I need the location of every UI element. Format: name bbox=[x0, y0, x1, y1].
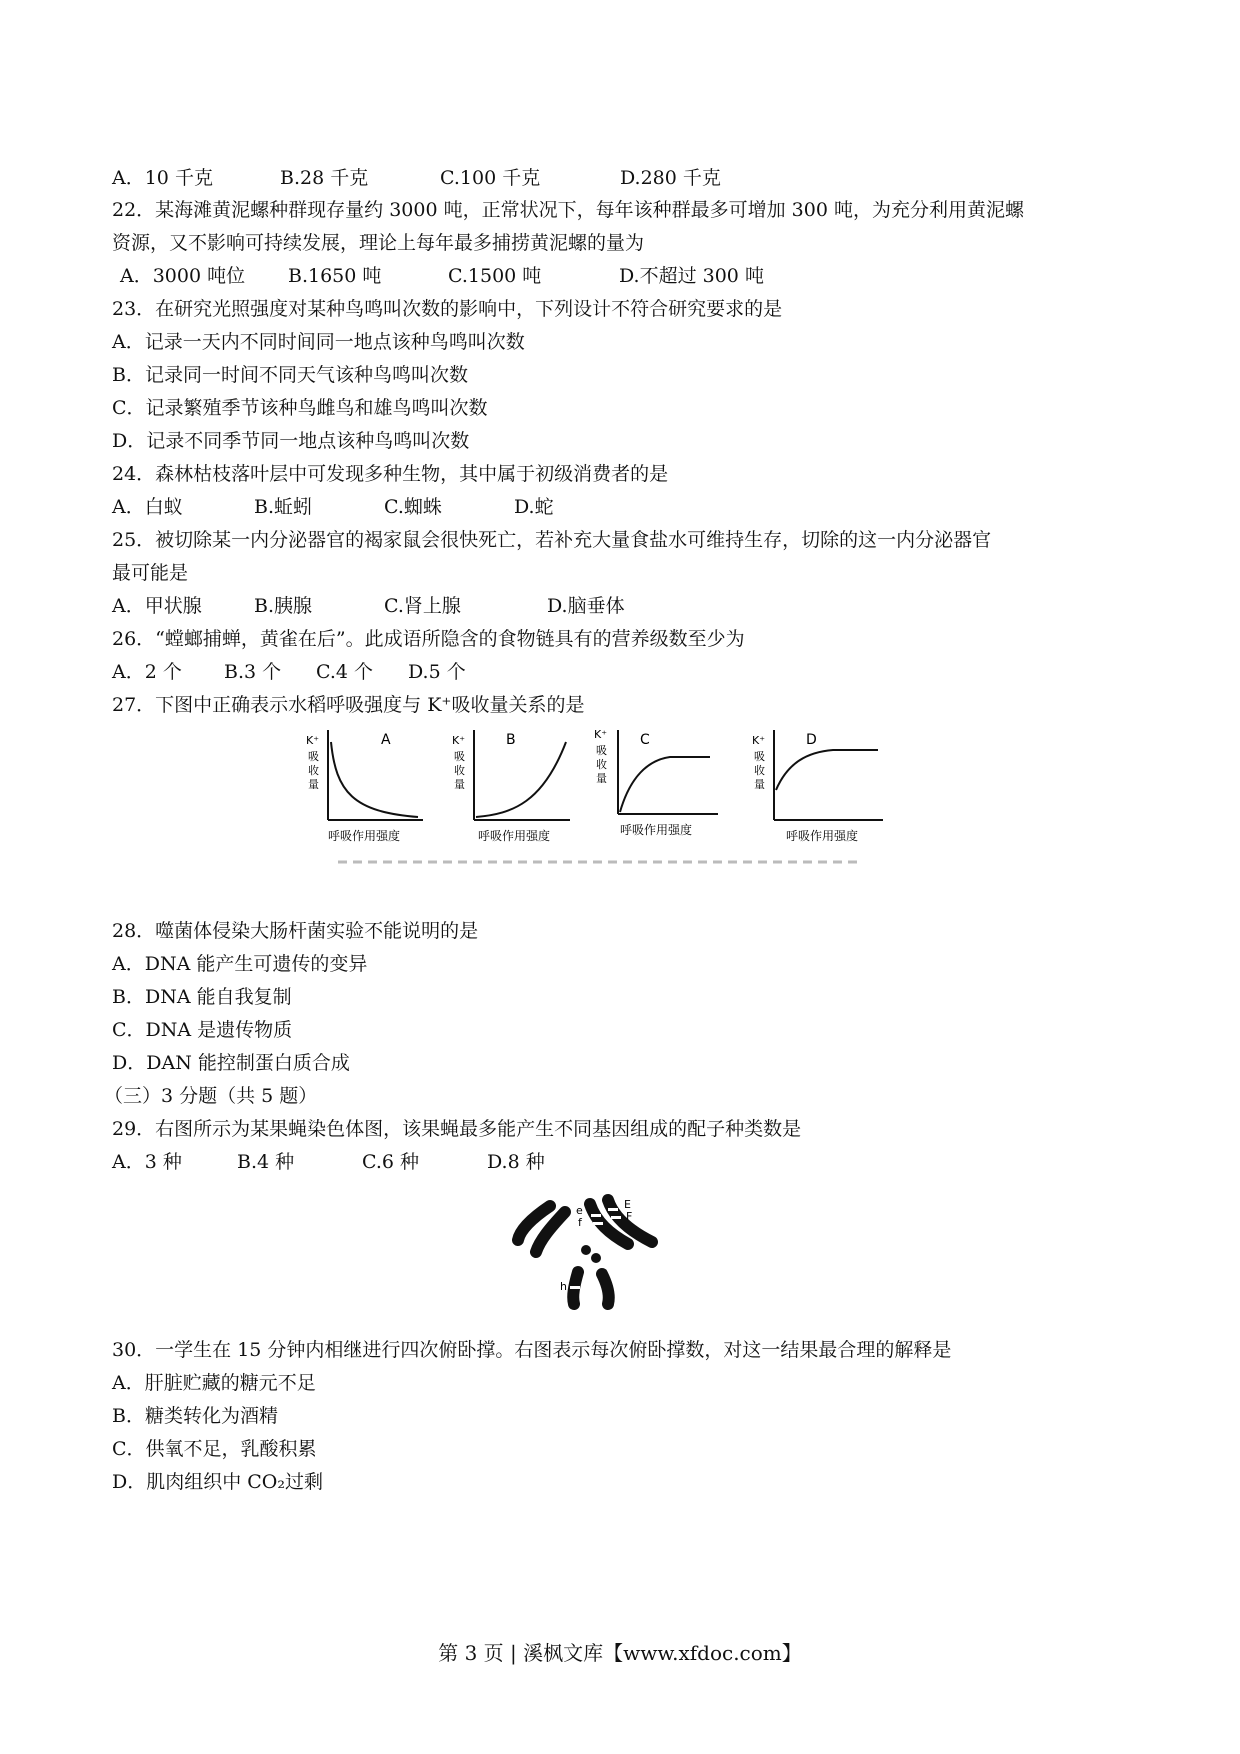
q24-stem: 24．森林枯枝落叶层中可发现多种生物，其中属于初级消费者的是 bbox=[112, 463, 669, 485]
q25-option-d: D.脑垂体 bbox=[547, 595, 625, 617]
graph-c-curve bbox=[620, 757, 710, 812]
q22-options bbox=[120, 264, 764, 288]
graph-b bbox=[452, 730, 570, 843]
graph-d-ylabel-4: 量 bbox=[754, 778, 765, 791]
graph-d-curve bbox=[776, 750, 878, 790]
gene-band-E bbox=[608, 1208, 618, 1211]
q29-options bbox=[112, 1150, 545, 1174]
dot-chromosome-1 bbox=[581, 1245, 591, 1255]
q28-option-c: C．DNA 是遗传物质 bbox=[112, 1019, 293, 1041]
q22-stem-line1: 22．某海滩黄泥螺种群现存量约 3000 吨，正常状况下，每年该种群最多可增加 300 吨，为充分利用黄泥螺 bbox=[112, 199, 1024, 221]
q30-option-b: B．糖类转化为酒精 bbox=[112, 1405, 278, 1427]
q27-graphs-figure bbox=[298, 722, 908, 870]
graph-c-ylabel-3: 收 bbox=[596, 758, 607, 771]
graph-a-ylabel-4: 量 bbox=[308, 778, 319, 791]
graph-d-ylabel-3: 收 bbox=[754, 764, 765, 777]
graph-c bbox=[552, 722, 718, 837]
q29-option-d: D.8 种 bbox=[487, 1151, 545, 1173]
q24-option-d: D.蛇 bbox=[514, 496, 554, 518]
q22-option-c: C.1500 吨 bbox=[448, 265, 542, 287]
gene-label-f: f bbox=[578, 1216, 582, 1229]
q26-option-c: C.4 个 bbox=[316, 661, 374, 683]
gene-label-F: F bbox=[626, 1210, 633, 1223]
q25-options bbox=[112, 594, 625, 618]
q26-option-b: B.3 个 bbox=[224, 661, 282, 683]
section-heading: （三）3 分题（共 5 题） bbox=[104, 1085, 318, 1107]
q23-option-b: B．记录同一时间不同天气该种鸟鸣叫次数 bbox=[112, 364, 468, 386]
q30-option-d: D．肌肉组织中 CO₂过剩 bbox=[112, 1471, 324, 1493]
q22-stem-line2: 资源，又不影响可持续发展，理论上每年最多捕捞黄泥螺的量为 bbox=[112, 232, 645, 254]
dot-chromosome-2 bbox=[591, 1253, 601, 1263]
graph-b-curve bbox=[476, 742, 566, 817]
q29-option-a: A．3 种 bbox=[112, 1151, 182, 1173]
q25-option-b: B.胰腺 bbox=[254, 595, 313, 617]
q26-stem: 26．“螳螂捕蝉，黄雀在后”。此成语所隐含的食物链具有的营养级数至少为 bbox=[112, 628, 745, 650]
q30-stem: 30．一学生在 15 分钟内相继进行四次俯卧撑。右图表示每次俯卧撑数，对这一结果最合理的解释是 bbox=[112, 1339, 952, 1361]
q28-stem: 28．噬菌体侵染大肠杆菌实验不能说明的是 bbox=[112, 920, 479, 942]
q21-option-c: C.100 千克 bbox=[440, 167, 541, 189]
q29-option-c: C.6 种 bbox=[362, 1151, 420, 1173]
graph-b-ylabel-3: 收 bbox=[454, 764, 465, 777]
q26-options bbox=[112, 660, 466, 684]
graph-c-ylabel-4: 量 bbox=[596, 772, 607, 785]
q23-option-d: D．记录不同季节同一地点该种鸟鸣叫次数 bbox=[112, 430, 470, 452]
graph-c-ylabel-1: K⁺ bbox=[594, 728, 608, 741]
q28-option-d: D．DAN 能控制蛋白质合成 bbox=[112, 1052, 350, 1074]
graph-a-curve bbox=[331, 742, 418, 817]
q23-option-a: A．记录一天内不同时间同一地点该种鸟鸣叫次数 bbox=[112, 331, 525, 353]
chromosome-6 bbox=[602, 1274, 609, 1304]
graph-d-ylabel-1: K⁺ bbox=[752, 734, 766, 747]
q22-option-b: B.1650 吨 bbox=[288, 265, 382, 287]
q30-option-c: C．供氧不足，乳酸积累 bbox=[112, 1438, 317, 1460]
page-footer: 第 3 页 | 溪枫文库【www.xfdoc.com】 bbox=[438, 1641, 802, 1665]
graph-d-xlabel: 呼吸作用强度 bbox=[786, 829, 859, 843]
q21-options bbox=[112, 166, 721, 190]
graph-b-ylabel-2: 吸 bbox=[454, 750, 465, 763]
graph-c-ylabel-2: 吸 bbox=[596, 744, 607, 757]
graph-c-xlabel: 呼吸作用强度 bbox=[620, 823, 693, 837]
gene-label-E: E bbox=[624, 1198, 631, 1211]
q24-option-c: C.蜘蛛 bbox=[384, 496, 442, 518]
q21-option-b: B.28 千克 bbox=[280, 167, 369, 189]
q23-stem: 23．在研究光照强度对某种鸟鸣叫次数的影响中，下列设计不符合研究要求的是 bbox=[112, 298, 783, 320]
graph-a-ylabel-2: 吸 bbox=[308, 750, 319, 763]
gene-label-e: e bbox=[576, 1204, 583, 1217]
q21-option-a: A．10 千克 bbox=[112, 167, 213, 189]
graph-a-ylabel-1: K⁺ bbox=[306, 734, 320, 747]
q27-stem: 27．下图中正确表示水稻呼吸强度与 K⁺吸收量关系的是 bbox=[112, 694, 585, 716]
q28-option-a: A．DNA 能产生可遗传的变异 bbox=[112, 953, 368, 975]
graph-d-letter: D bbox=[806, 732, 817, 748]
gene-band-h bbox=[570, 1286, 580, 1289]
q25-option-a: A．甲状腺 bbox=[112, 595, 202, 617]
graph-a-ylabel-3: 收 bbox=[308, 764, 319, 777]
gene-label-h: h bbox=[560, 1280, 567, 1293]
chromosome-diagram bbox=[510, 1192, 690, 1312]
q30-option-a: A．肝脏贮藏的糖元不足 bbox=[112, 1372, 316, 1394]
graph-a-letter: A bbox=[381, 732, 391, 748]
q24-options bbox=[112, 495, 554, 519]
graph-d-ylabel-2: 吸 bbox=[754, 750, 765, 763]
q29-stem: 29．右图所示为某果蝇染色体图，该果蝇最多能产生不同基因组成的配子种类数是 bbox=[112, 1118, 802, 1140]
gene-band-f bbox=[593, 1222, 603, 1225]
graph-a-xlabel: 呼吸作用强度 bbox=[328, 829, 401, 843]
graph-b-letter: B bbox=[506, 732, 516, 748]
q24-option-b: B.蚯蚓 bbox=[254, 496, 313, 518]
graph-b-ylabel-1: K⁺ bbox=[452, 734, 466, 747]
q21-option-d: D.280 千克 bbox=[620, 167, 721, 189]
gene-band-F bbox=[611, 1216, 621, 1219]
gene-band-e bbox=[591, 1214, 601, 1217]
q29-option-b: B.4 种 bbox=[237, 1151, 295, 1173]
q25-stem-line1: 25．被切除某一内分泌器官的褐家鼠会很快死亡，若补充大量食盐水可维持生存，切除的这一内分泌器官 bbox=[112, 529, 992, 551]
graph-b-ylabel-4: 量 bbox=[454, 778, 465, 791]
q26-option-a: A．2 个 bbox=[112, 661, 182, 683]
graph-b-xlabel: 呼吸作用强度 bbox=[478, 829, 551, 843]
q24-option-a: A．白蚁 bbox=[112, 496, 183, 518]
q25-option-c: C.肾上腺 bbox=[384, 595, 461, 617]
graph-a bbox=[306, 730, 423, 843]
q23-option-c: C．记录繁殖季节该种鸟雌鸟和雄鸟鸣叫次数 bbox=[112, 397, 488, 419]
q28-option-b: B．DNA 能自我复制 bbox=[112, 986, 292, 1008]
graph-d bbox=[752, 730, 883, 843]
q22-option-d: D.不超过 300 吨 bbox=[619, 265, 764, 287]
q26-option-d: D.5 个 bbox=[408, 661, 466, 683]
q25-stem-line2: 最可能是 bbox=[112, 562, 189, 584]
graph-c-letter: C bbox=[640, 732, 650, 748]
q22-option-a: A．3000 吨位 bbox=[120, 265, 246, 287]
